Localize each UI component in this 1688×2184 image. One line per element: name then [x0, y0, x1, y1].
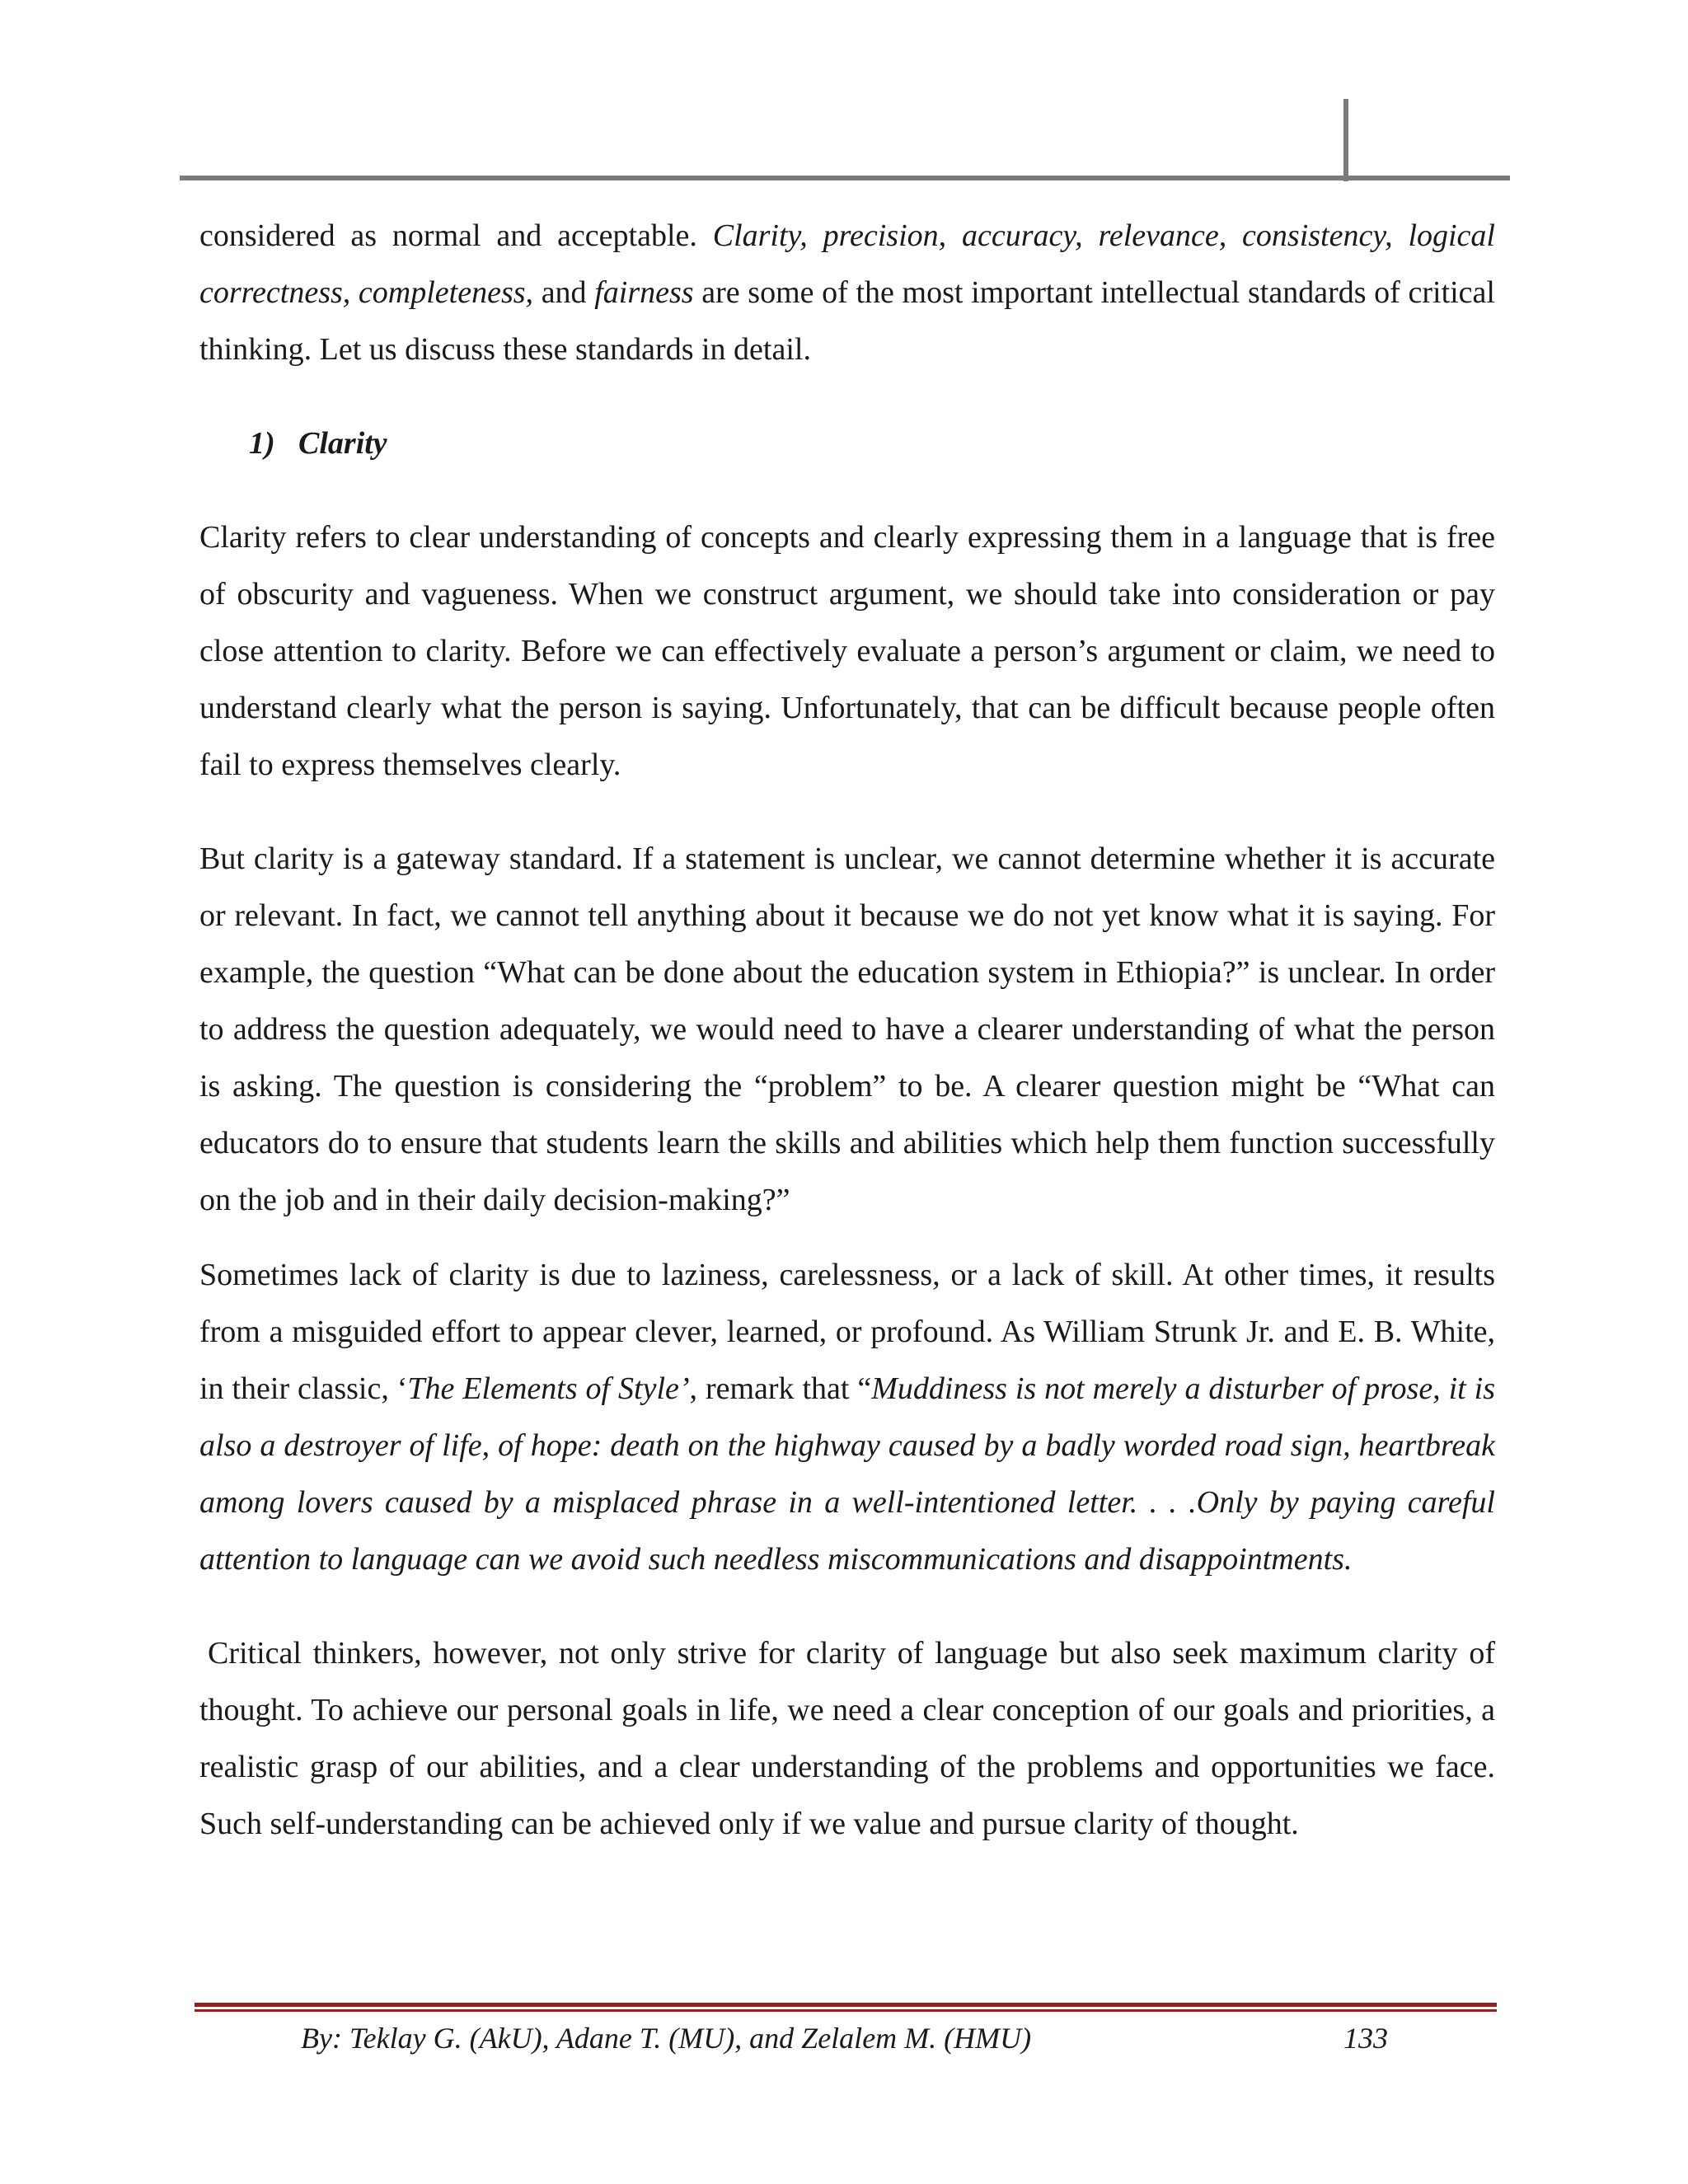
- section-heading: [249, 415, 1495, 472]
- intro-text-1: considered as normal and acceptable.: [199, 218, 713, 253]
- intro-standards-list: Clarity, precision, accuracy, relevance, consistency, logical correctness, completeness,: [199, 218, 1495, 310]
- intro-paragraph: [199, 208, 1495, 378]
- header-rule: [180, 176, 1510, 180]
- intro-text-2: and: [533, 275, 595, 310]
- clarity-paragraph-1: Clarity refers to clear understanding of concepts and clearly expressing them in a language that is free of obscurity and vagueness. When we construct argument, we should take into consideration or pay close attention to clarity. Before we can effectively evaluate a person’s argument or claim, we need to understand clearly what the person is saying. Unfortunately, that can be difficult because people often fail to express themselves clearly.: [199, 520, 1495, 782]
- section-title: Clarity: [298, 426, 387, 461]
- footer-authors: By: Teklay G. (AkU), Adane T. (MU), and Zelalem M. (HMU): [301, 2022, 1032, 2055]
- header-tick: [1343, 99, 1348, 181]
- clarity-paragraph-4: Critical thinkers, however, not only strive for clarity of language but also seek maximum clarity of thought. To achieve our personal goals in life, we need a clear conception of our goals and priorities, a realistic grasp of our abilities, and a clear understanding of the problems and opportunities we face. Such self-understanding can be achieved only if we value and pursue clarity of thought.: [199, 1636, 1495, 1841]
- page-number: 133: [1343, 2022, 1388, 2055]
- book-title: The Elements of Style’: [407, 1371, 690, 1406]
- clarity-paragraph-3: [199, 1247, 1495, 1588]
- footer-rule-thick: [195, 2003, 1497, 2007]
- clarity-paragraph-2: But clarity is a gateway standard. If a statement is unclear, we cannot determine whether it is accurate or relevant. In fact, we cannot tell anything about it because we do not yet know what it is saying. For example, the question “What can be done about the education system in Ethiopia?” is unclear. In order to address the question adequately, we would need to have a clearer understanding of what the person is asking. The question is considering the “problem” to be. A clearer question might be “What can educators do to ensure that students learn the skills and abilities which help them function successfully on the job and in their daily decision-making?”: [199, 841, 1495, 1217]
- footer-rule-thin: [195, 2009, 1497, 2012]
- intro-fairness: fairness: [594, 275, 694, 310]
- section-number: 1): [249, 426, 275, 461]
- para3-text-2: , remark that “: [689, 1371, 872, 1406]
- para3-text-1: Sometimes lack of clarity is due to laziness, carelessness, or a lack of skill. At other times, it results from a misguided effort to appear clever, learned, or profound. As William Strunk Jr. and E. B. White, in their classic, ‘: [199, 1258, 1495, 1406]
- strunk-white-quote: Muddiness is not merely a disturber of prose, it is also a destroyer of life, of hope: death on the highway caused by a badly worded road sign, heartbreak among lovers caused by a misplaced phrase in a well-intentioned letter. . . .Only by paying careful attention to language can we avoid such needless miscommunications and disappointments.: [199, 1371, 1495, 1577]
- page-body: [199, 208, 1495, 1853]
- intro-text-3: are some of the most important intellectual standards of critical thinking. Let us discuss these standards in detail.: [199, 275, 1495, 367]
